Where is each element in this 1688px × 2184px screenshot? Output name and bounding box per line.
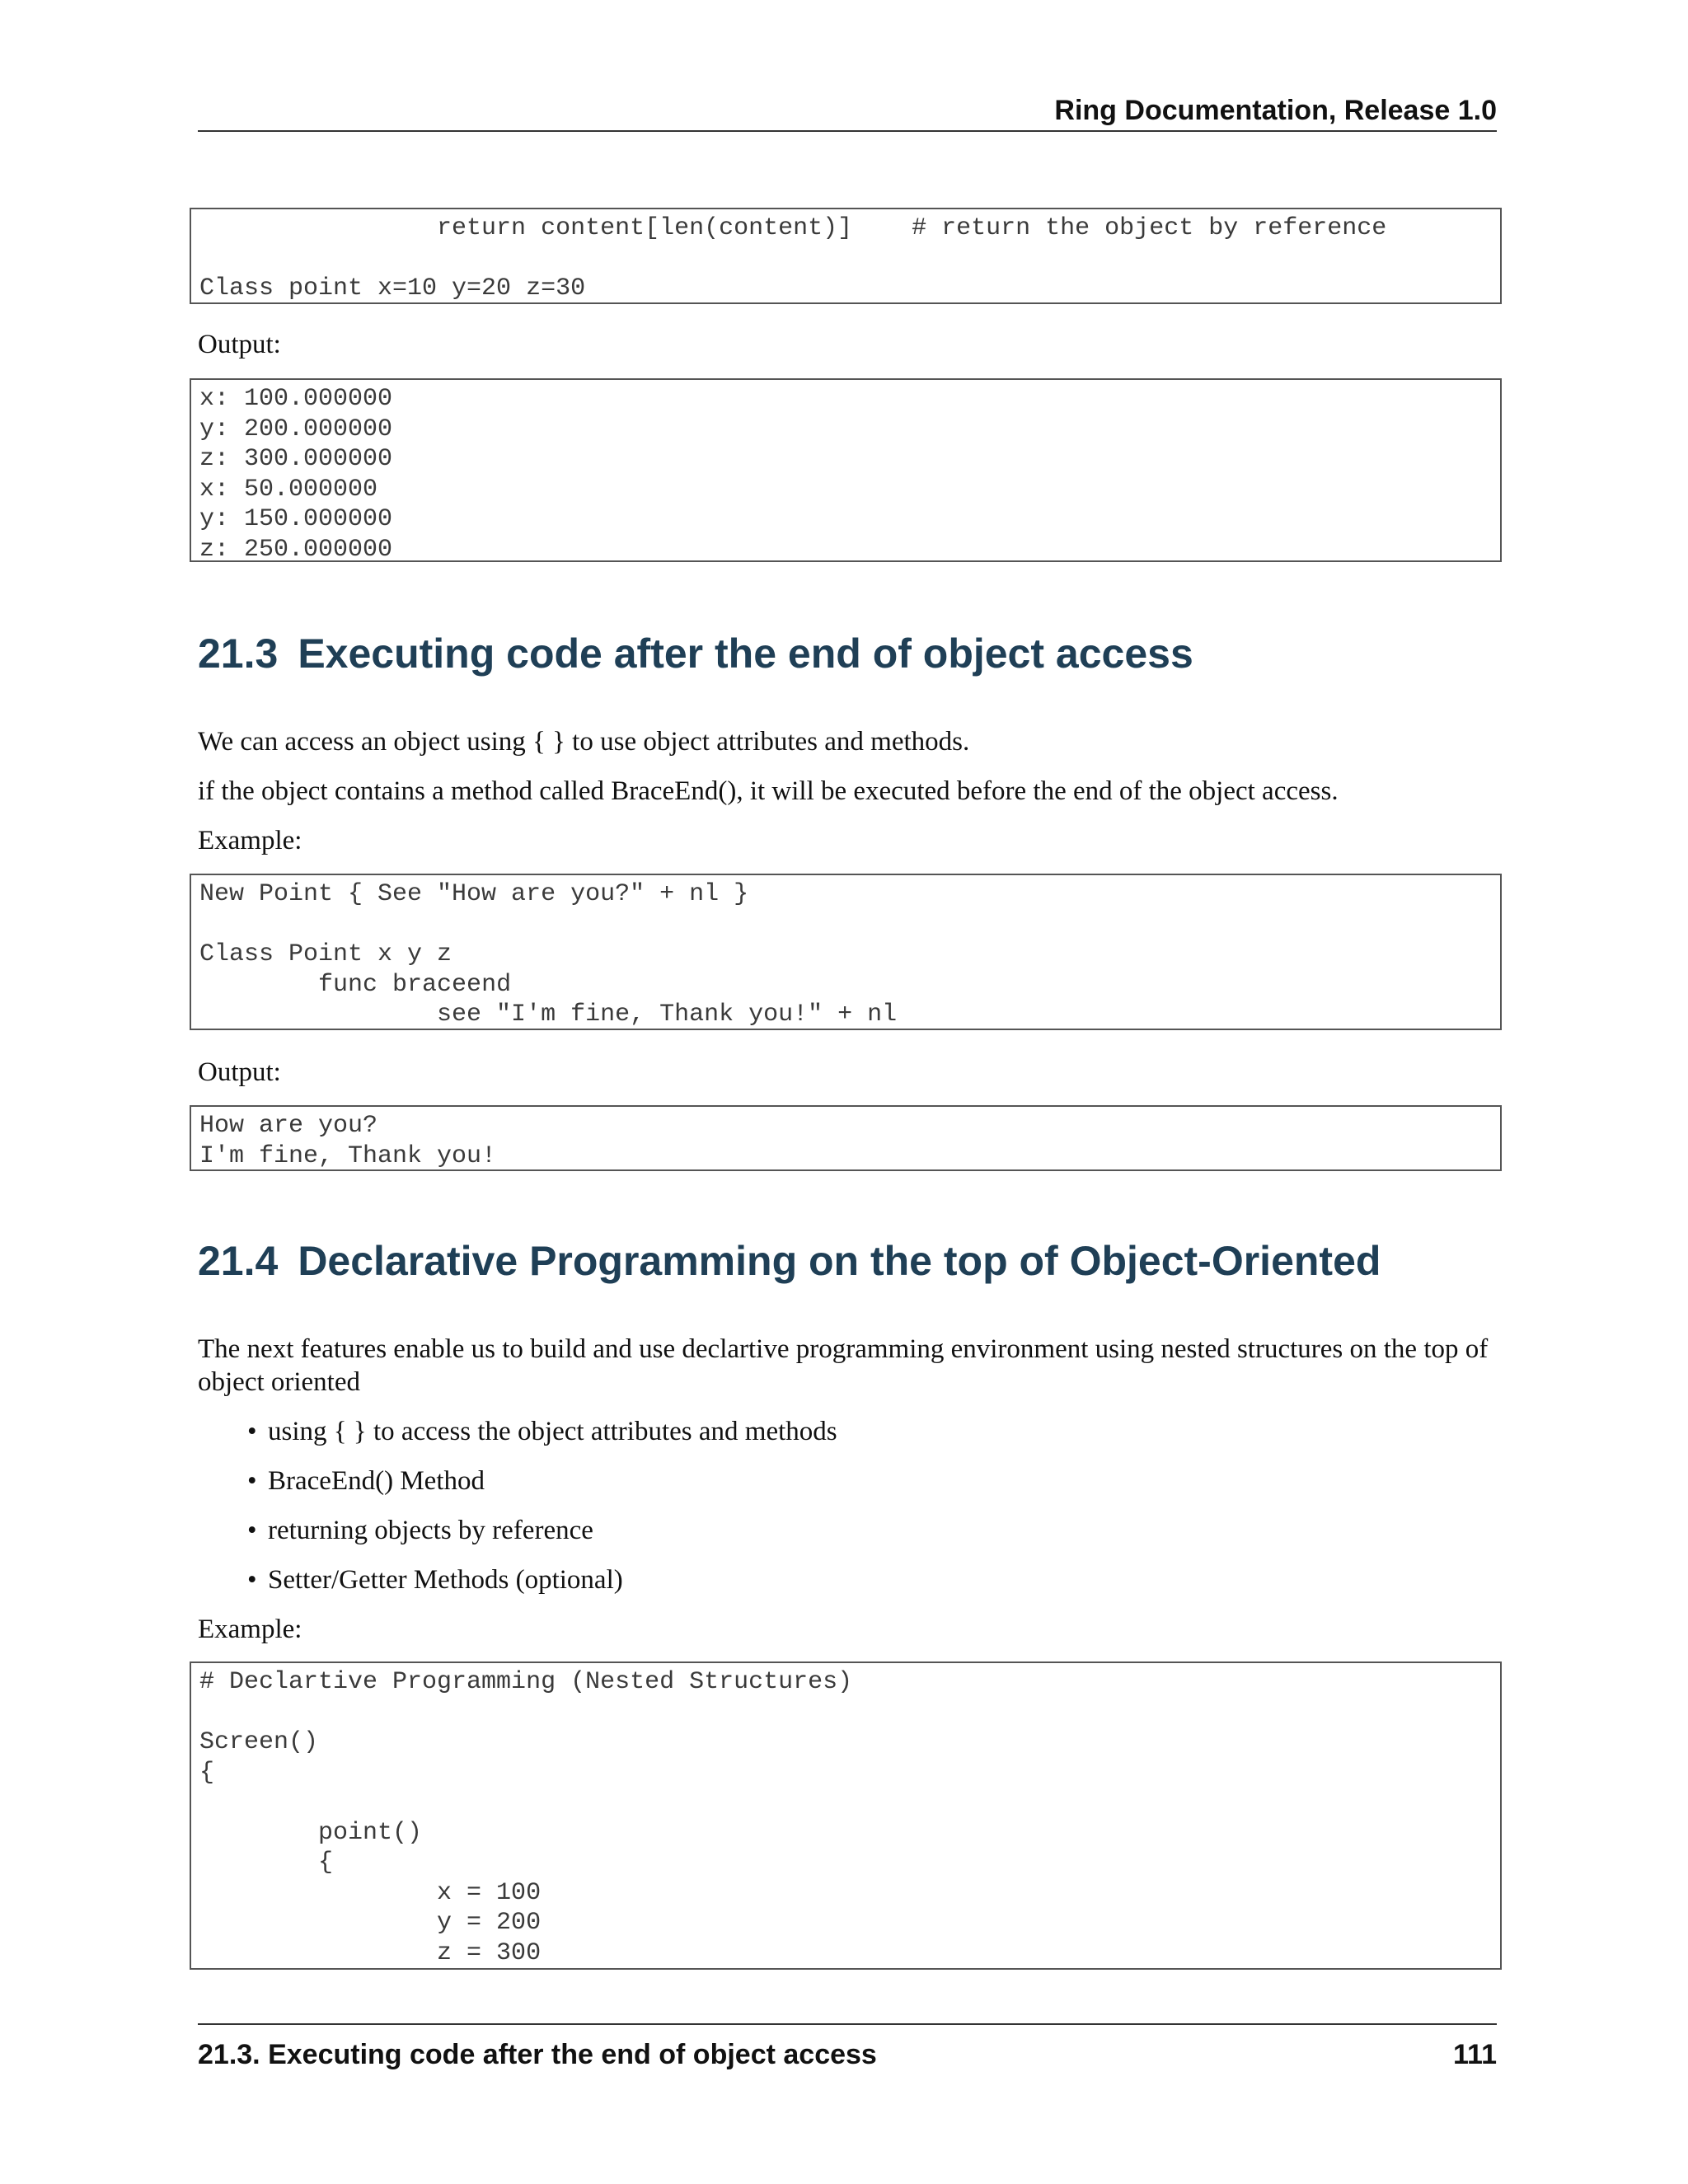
bullet-icon: •	[247, 1565, 257, 1595]
list-item-text: returning objects by reference	[268, 1516, 593, 1545]
paragraph: We can access an object using { } to use object attributes and methods.	[198, 727, 970, 757]
bullet-icon: •	[247, 1417, 257, 1446]
code-block-example: New Point { See "How are you?" + nl } Class Point x y z func braceend see "I'm fine, Thank you!" + nl	[190, 874, 1502, 1030]
list-item	[247, 1563, 1484, 1613]
code-block-continuation: return content[len(content)] # return the object by reference Class point x=10 y=20 z=30	[190, 208, 1502, 304]
example-label: Example:	[198, 1615, 302, 1644]
section-title: Executing code after the end of object access	[298, 630, 1193, 677]
output-block: How are you? I'm fine, Thank you!	[190, 1105, 1502, 1171]
paragraph: if the object contains a method called BraceEnd(), it will be executed before the end of the object access.	[198, 776, 1339, 806]
header-title: Ring Documentation, Release 1.0	[1054, 95, 1497, 126]
paragraph: The next features enable us to build and use declartive programming environment using nested structures on the top of object oriented	[198, 1334, 1489, 1397]
bullet-icon: •	[247, 1516, 257, 1545]
footer-section-title: 21.3. Executing code after the end of object access	[198, 2039, 877, 2070]
list-item-text: using { } to access the object attributes and methods	[268, 1417, 837, 1446]
output-label: Output:	[198, 1057, 281, 1087]
section-number: 21.4	[198, 1238, 279, 1284]
output-label: Output:	[198, 330, 281, 359]
section-title: Declarative Programming on the top of Object-Oriented	[298, 1238, 1381, 1284]
page-number: 111	[1453, 2039, 1497, 2070]
list-item	[247, 1514, 1484, 1563]
list-item	[247, 1415, 1484, 1465]
code-block-declarative: # Declartive Programming (Nested Structures) Screen() { point() { x = 100 y = 200 z = 300	[190, 1661, 1502, 1970]
section-number: 21.3	[198, 630, 279, 677]
list-item-text: BraceEnd() Method	[268, 1466, 485, 1496]
example-label: Example:	[198, 826, 302, 855]
list-item	[247, 1465, 1484, 1514]
bullet-icon: •	[247, 1466, 257, 1496]
section-heading-21-4	[198, 1236, 1497, 1286]
output-block: x: 100.000000 y: 200.000000 z: 300.000000 x: 50.000000 y: 150.000000 z: 250.000000	[190, 378, 1502, 562]
list-item-text: Setter/Getter Methods (optional)	[268, 1565, 623, 1595]
section-heading-21-3	[198, 629, 1497, 678]
feature-list	[247, 1415, 1484, 1613]
running-footer	[198, 2023, 1497, 2071]
running-header	[198, 91, 1497, 132]
